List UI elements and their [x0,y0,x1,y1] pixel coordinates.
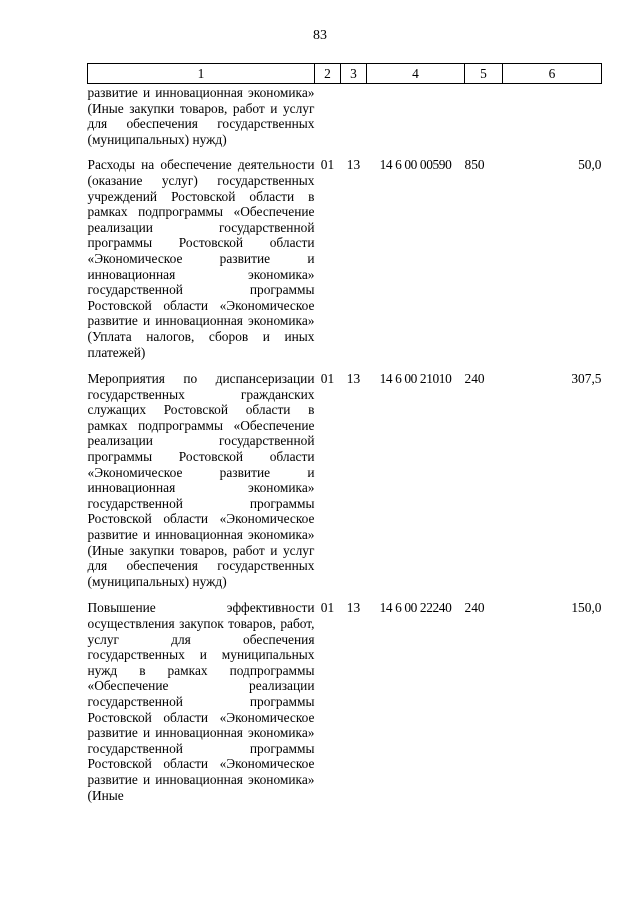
row-amount: 150,0 [571,600,602,616]
row-expense-type: 240 [464,600,485,616]
row-subsection: 13 [346,600,361,616]
column-header: 6 [503,64,602,84]
row-section [315,84,341,156]
row-subsection: 13 [346,371,361,387]
page-number: 83 [313,28,327,43]
row-amount: 307,5 [571,371,602,387]
column-header: 4 [367,64,465,84]
row-section: 01 [320,157,335,173]
row-description: Мероприятия по диспансеризации государственных гражданских служащих Ростовской области в рамках подпрограммы «Обеспечение реализации государственной программы Ростовской области «Экономическое развитие и инновационная экономика» государственной программы Ростовской области «Экономическое развитие и инновационная экономика» (Иные закупки товаров, работ и услуг для обеспечения государственных (муниципальных) нужд) [87,371,315,589]
row-subsection: 13 [346,157,361,173]
row-target-code: 14 6 00 21010 [379,371,452,387]
table-row [88,155,602,369]
row-expense-type: 240 [464,371,485,387]
table-row [88,84,602,156]
row-section: 01 [320,371,335,387]
row-subsection [341,84,367,156]
table-header-row [88,64,602,84]
row-section: 01 [320,600,335,616]
column-header: 1 [88,64,315,84]
row-target-code: 14 6 00 00590 [379,157,452,173]
column-header: 5 [465,64,503,84]
row-description: Расходы на обеспечение деятельности (оказание услуг) государственных учреждений Ростовской области в рамках подпрограммы «Обеспечение реализации государственной программы Ростовской области «Экономическое развитие и инновационная экономика» государственной программы Ростовской области «Экономическое развитие и инновационная экономика» (Уплата налогов, сборов и иных платежей) [87,157,315,360]
column-header: 3 [341,64,367,84]
row-description: Повышение эффективности осуществления закупок товаров, работ, услуг для обеспечения государственных и муниципальных нужд в рамках подпрограммы «Обеспечение реализации государственной программы Ростовской области «Экономическое развитие и инновационная экономика» государственной программы Ростовской области «Экономическое развитие и инновационная экономика» (Иные [87,600,315,803]
row-target-code [367,84,465,156]
row-expense-type [465,84,503,156]
row-amount [503,84,602,156]
table-row [88,598,602,812]
row-expense-type: 850 [464,157,485,173]
row-description: развитие и инновационная экономика» (Иные закупки товаров, работ и услуг для обеспечения государственных (муниципальных) нужд) [87,85,315,147]
column-header: 2 [315,64,341,84]
table-row [88,369,602,598]
budget-table [87,63,602,812]
row-target-code: 14 6 00 22240 [379,600,452,616]
row-amount: 50,0 [578,157,602,173]
